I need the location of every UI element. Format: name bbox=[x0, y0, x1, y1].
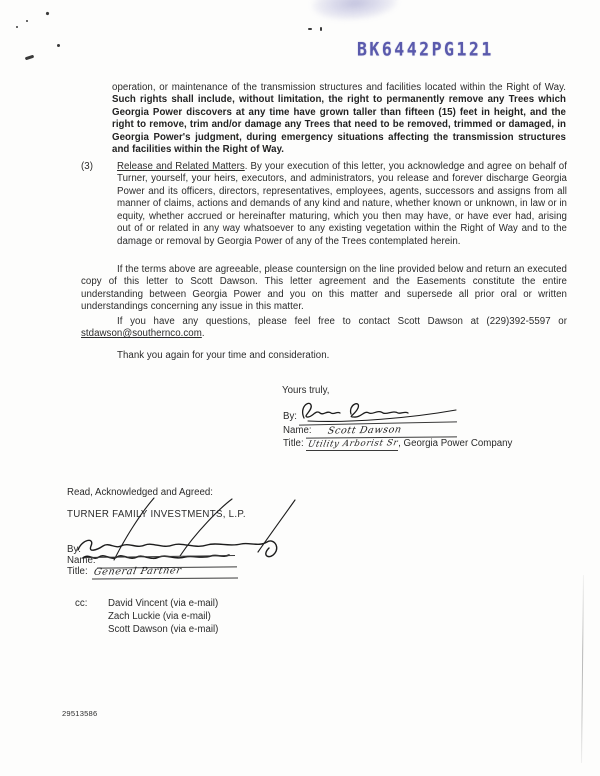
gp-title-handwritten: Utility Arborist Sr bbox=[307, 438, 400, 450]
cc-recipient: Scott Dawson (via e-mail) bbox=[108, 624, 219, 635]
turner-title-label: Title: bbox=[67, 566, 88, 577]
acknowledged-heading: Read, Acknowledged and Agreed: bbox=[67, 487, 213, 498]
scan-speck bbox=[26, 20, 28, 22]
gp-title-suffix: , Georgia Power Company bbox=[398, 438, 513, 449]
email-address: stdawson@southernco.com bbox=[81, 328, 202, 340]
turner-title-handwritten: General Partner bbox=[93, 565, 183, 578]
turner-by-label: By: bbox=[67, 544, 81, 555]
paragraph-rights-continuation bbox=[112, 82, 566, 157]
scan-speck bbox=[16, 26, 18, 28]
cc-recipient-list bbox=[108, 597, 218, 636]
item-number: (3) bbox=[81, 161, 93, 172]
item-heading: Release and Related Matters bbox=[117, 161, 245, 172]
cc-recipient: David Vincent (via e-mail) bbox=[108, 598, 219, 609]
turner-company-name: TURNER FAMILY INVESTMENTS, L.P. bbox=[67, 509, 246, 520]
turner-name-label: Name: bbox=[67, 555, 96, 566]
scan-speck bbox=[320, 27, 322, 31]
scan-mark bbox=[25, 55, 34, 61]
scan-speck bbox=[308, 28, 312, 30]
paragraph-normal-text: operation, or maintenance of the transmission structures and facilities located within the Right of Way. bbox=[112, 82, 566, 93]
gp-title-underline bbox=[306, 450, 398, 451]
scan-speck bbox=[46, 12, 50, 16]
turner-title-underline bbox=[92, 577, 238, 579]
item-text: . By your execution of this letter, you acknowledge and agree on behalf of Turner, yourself, your heirs, executors, and administrators, you release and forever discharge Georgia Power and its officers, directors, representatives, employees, agents, successors and assigns from all manner of claims, actions and demands of any kind and nature, whether known or unknown, in law or in equity, whether accrued or hereinafter maturing, which you then may have, or have ever had, arising out of or related in any way whatsoever to any existing vegetation within the Right of Way and to the damage or removal by Georgia Power of any of the Trees contemplated herein. bbox=[117, 161, 567, 247]
book-page-stamp: BK6442PG121 bbox=[357, 38, 494, 61]
document-number: 29513586 bbox=[62, 709, 98, 718]
gp-by-row bbox=[283, 411, 297, 422]
gp-name-label: Name: bbox=[283, 425, 312, 436]
gp-by-label: By: bbox=[283, 411, 297, 422]
contact-period: . bbox=[201, 328, 205, 340]
paragraph-thanks: Thank you again for your time and consideration. bbox=[117, 350, 330, 361]
cc-recipient: Zach Luckie (via e-mail) bbox=[108, 611, 211, 622]
scan-speck bbox=[57, 44, 60, 47]
contact-text: If you have any questions, please feel free to contact Scott Dawson at (229)392-5597 or bbox=[117, 316, 567, 327]
turner-by-row bbox=[67, 544, 81, 555]
gp-name-row bbox=[283, 425, 402, 436]
turner-name-row bbox=[67, 555, 96, 566]
salutation: Yours truly, bbox=[282, 385, 330, 396]
paragraph-countersign: If the terms above are agreeable, please countersign on the line provided below and return an executed copy of this letter to Scott Dawson. This letter agreement and the Easements constitute the entire understanding between Georgia Power and you on this matter and supersede all prior oral or written understandings concerning any issue in this matter. bbox=[81, 264, 567, 313]
gp-name-handwritten: Scott Dawson bbox=[327, 424, 403, 437]
cc-label: cc: bbox=[75, 598, 88, 609]
numbered-item-3 bbox=[81, 161, 567, 248]
paragraph-bold-text: Such rights shall include, without limitation, the right to permanently remove any Trees which Georgia Power discovers at any time have grown taller than fifteen (15) feet in height, and the right to remove, trim and/or damage any Trees that need to be removed, trimmed or damaged, in Georgia Power's judgment, during emergency situations affecting the transmission structures and facilities within the Right of Way. bbox=[112, 94, 566, 156]
gp-title-row bbox=[283, 438, 512, 449]
scan-edge-line bbox=[581, 575, 584, 763]
item-body bbox=[117, 161, 567, 248]
paragraph-contact bbox=[81, 316, 567, 341]
turner-title-row bbox=[67, 566, 182, 577]
gp-title-label: Title: bbox=[283, 438, 304, 449]
faded-stamp-smudge bbox=[311, 0, 399, 23]
